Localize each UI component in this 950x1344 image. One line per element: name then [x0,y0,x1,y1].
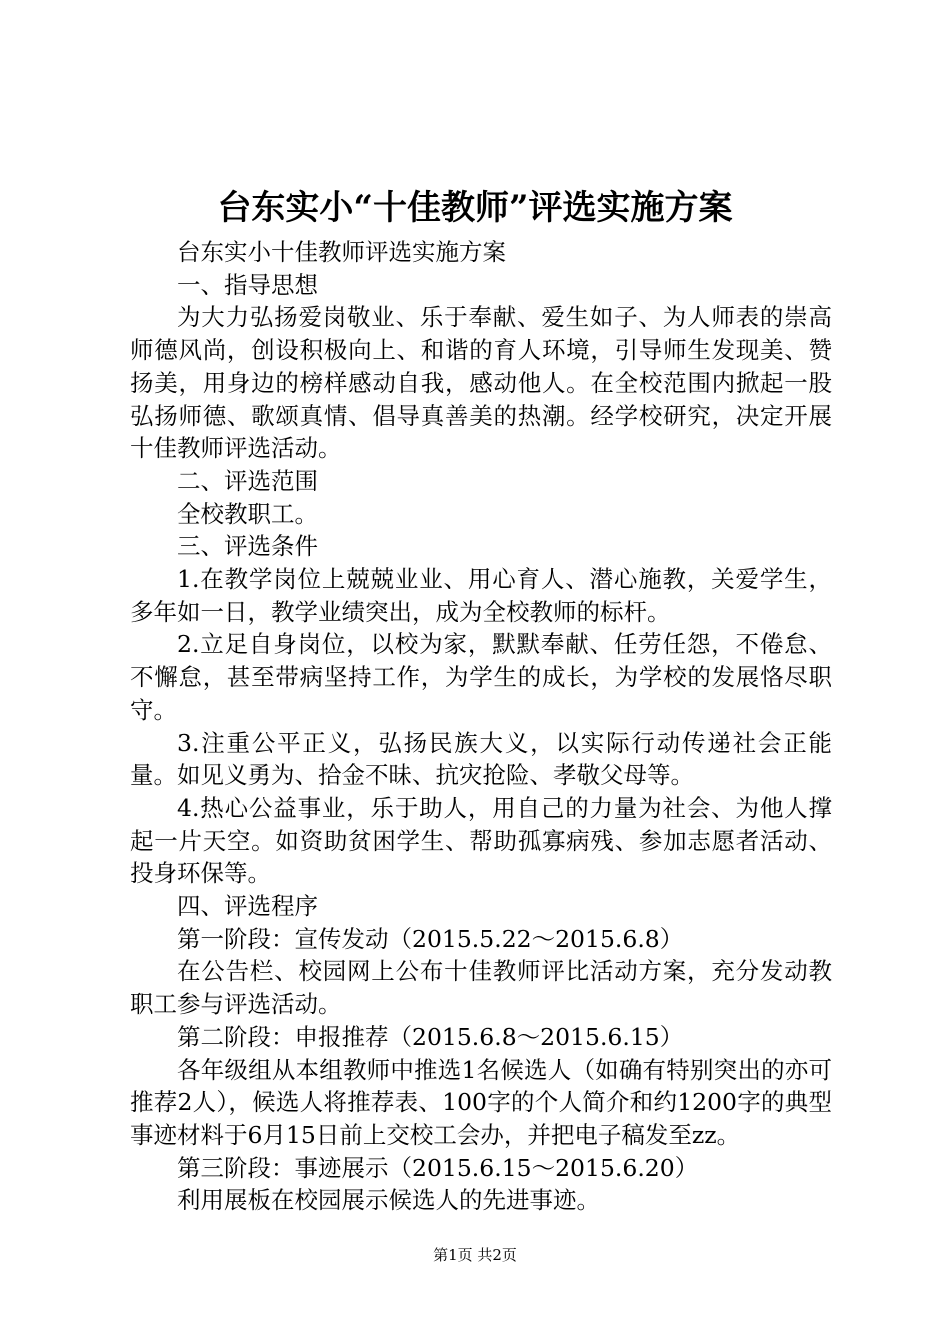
document-title: 台东实小“十佳教师”评选实施方案 [217,188,733,228]
section-heading-4: 四、评选程序 [177,892,318,921]
page-footer: 第1页 共2页 [433,1246,517,1264]
paragraph: 利用展板在校园展示候选人的先进事迹。 [177,1186,600,1215]
stage-heading: 第三阶段：事迹展示（2015.6.15～2015.6.20） [177,1153,699,1182]
document-body [130,236,832,1217]
list-item: 2.立足自身岗位，以校为家，默默奉献、任劳任怨，不倦怠、不懈怠，甚至带病坚持工作，为学生的成长，为学校的发展恪尽职守。 [130,630,832,724]
paragraph: 为大力弘扬爱岗敬业、乐于奉献、爱生如子、为人师表的崇高师德风尚，创设积极向上、和谐的育人环境，引导师生发现美、赞扬美，用身边的榜样感动自我，感动他人。在全校范围内掀起一股弘扬师德、歌颂真情、倡导真善美的热潮。经学校研究，决定开展十佳教师评选活动。 [130,303,832,463]
stage-heading: 第一阶段：宣传发动（2015.5.22～2015.6.8） [177,924,684,953]
list-item: 1.在教学岗位上兢兢业业、用心育人、潜心施教，关爱学生，多年如一日，教学业绩突出，成为全校教师的标杆。 [130,565,832,626]
list-item: 3.注重公平正义，弘扬民族大义，以实际行动传递社会正能量。如见义勇为、拾金不昧、抗灾抢险、孝敬父母等。 [130,728,832,790]
stage-heading: 第二阶段：申报推荐（2015.6.8～2015.6.15） [177,1022,684,1051]
paragraph-subtitle: 台东实小十佳教师评选实施方案 [177,238,506,266]
paragraph: 全校教职工。 [177,499,318,528]
paragraph: 在公告栏、校园网上公布十佳教师评比活动方案，充分发动教职工参与评选活动。 [130,957,832,1019]
list-item: 4.热心公益事业，乐于助人，用自己的力量为社会、为他人撑起一片天空。如资助贫困学生、帮助孤寡病残、参加志愿者活动、投身环保等。 [130,793,832,888]
paragraph: 各年级组从本组教师中推选1名候选人（如确有特别突出的亦可推荐2人），候选人将推荐表、100字的个人简介和约1200字的典型事迹材料于6月15日前上交校工会办，并把电子稿发至zz。 [130,1055,832,1149]
section-heading-2: 二、评选范围 [177,466,318,495]
section-heading-3: 三、评选条件 [177,532,318,561]
section-heading-1: 一、指导思想 [177,270,318,299]
